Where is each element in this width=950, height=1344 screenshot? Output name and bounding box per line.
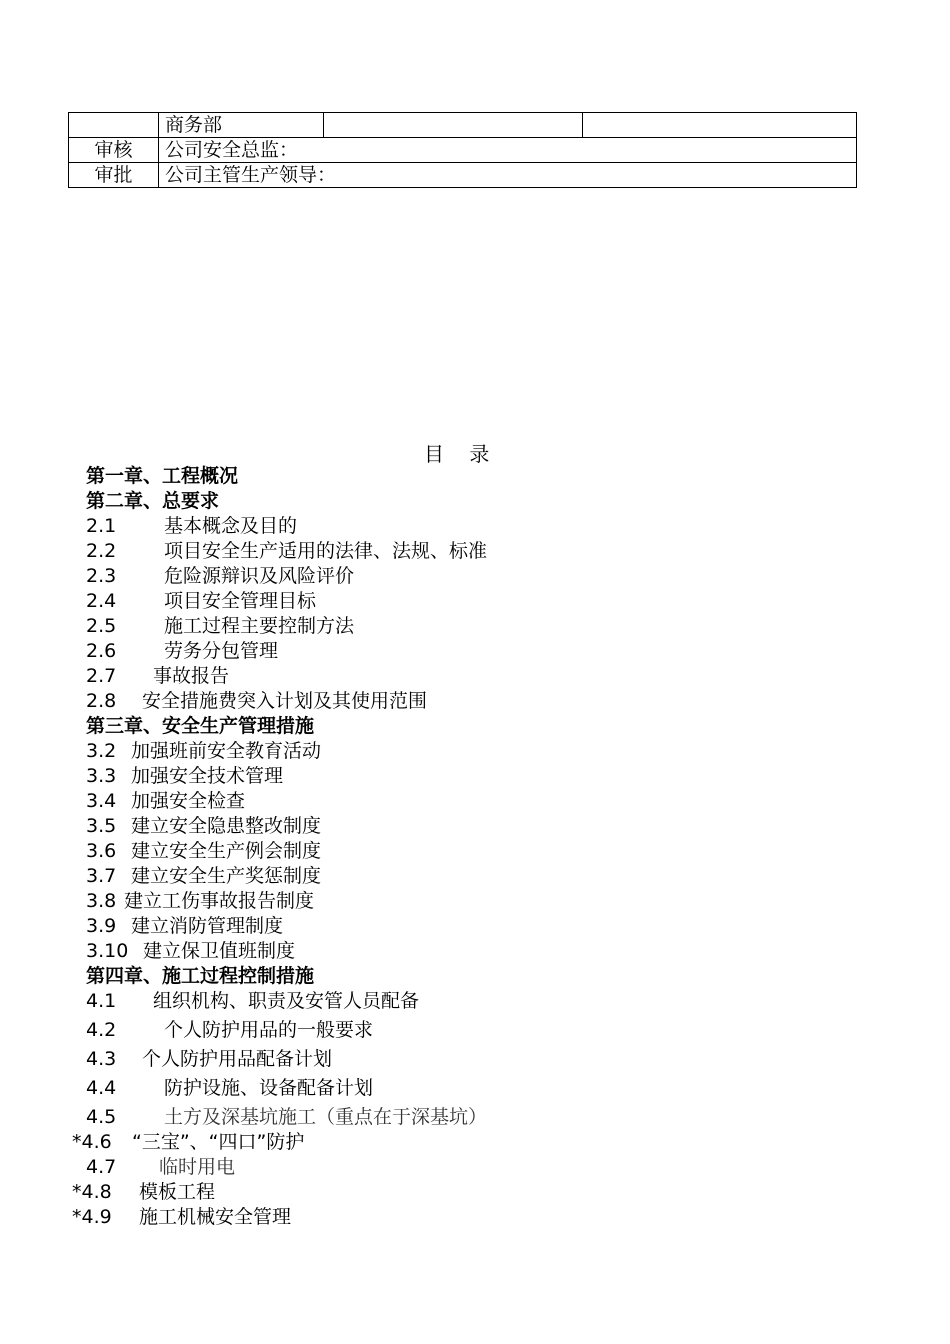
toc-entry-text: 加强班前安全教育活动 [131, 740, 322, 762]
toc-entry-num: 2.8 [86, 690, 117, 712]
toc-entry [86, 789, 246, 813]
toc-entry-num: 4.4 [86, 1077, 117, 1099]
toc-entry-num: 4.1 [86, 990, 117, 1012]
toc-entry-num: 3.4 [86, 790, 117, 812]
review-cell: 公司安全总监： [159, 138, 857, 163]
toc-entry-text: 劳务分包管理 [164, 640, 279, 662]
toc-entry [86, 564, 355, 588]
toc-entry-num: 2.2 [86, 540, 117, 562]
toc-title: 目 录 [424, 442, 490, 466]
toc-entry-text: 建立安全生产例会制度 [131, 840, 322, 862]
row-label [69, 113, 159, 138]
toc-entry-num: 3.6 [86, 840, 117, 862]
toc-entry-num: 3.9 [86, 915, 117, 937]
toc-entry [86, 1076, 374, 1100]
table-row [69, 138, 857, 163]
toc-entry [86, 764, 284, 788]
toc-entry-text: 个人防护用品配备计划 [142, 1048, 333, 1070]
toc-entry-text: 临时用电 [159, 1156, 236, 1178]
approval-table [68, 112, 857, 188]
toc-entry-label: 第四章、施工过程控制措施 [86, 965, 315, 987]
toc-entry-num: *4.8 [72, 1181, 112, 1203]
toc-entry-text: 施工过程主要控制方法 [164, 615, 355, 637]
toc-entry-num: 3.8 [86, 890, 117, 912]
toc-entry-text: 建立安全隐患整改制度 [131, 815, 322, 837]
toc-entry-text: 建立工伤事故报告制度 [124, 890, 315, 912]
toc-entry [86, 739, 322, 763]
toc-chapter [86, 714, 314, 738]
toc-entry [86, 1155, 236, 1179]
toc-entry-text: 建立安全生产奖惩制度 [131, 865, 322, 887]
toc-entry [86, 989, 420, 1013]
toc-entry-num: 2.6 [86, 640, 117, 662]
toc-entry-num: *4.9 [72, 1206, 112, 1228]
toc-entry [72, 1130, 305, 1154]
toc-entry-text: 组织机构、职责及安管人员配备 [153, 990, 420, 1012]
toc-entry-text: 基本概念及目的 [164, 515, 298, 537]
toc-entry-num: 4.3 [86, 1048, 117, 1070]
toc-entry [72, 1205, 292, 1229]
toc-entry-label: 第三章、安全生产管理措施 [86, 715, 315, 737]
toc-entry-text: 个人防护用品的一般要求 [164, 1019, 374, 1041]
toc-entry-text: 项目安全生产适用的法律、法规、标准 [164, 540, 488, 562]
toc-entry-num: 2.7 [86, 665, 117, 687]
toc-entry-num: 3.5 [86, 815, 117, 837]
toc-entry [86, 914, 284, 938]
toc-entry-text: 事故报告 [153, 665, 230, 687]
toc-entry-num: 2.3 [86, 565, 117, 587]
toc-entry-text: 防护设施、设备配备计划 [164, 1077, 374, 1099]
toc-entry [86, 539, 488, 563]
toc-entry-text: 建立消防管理制度 [131, 915, 284, 937]
toc-entry-text: “三宝”、“四口”防护 [132, 1131, 305, 1153]
toc-entry-text: 危险源辩识及风险评价 [164, 565, 355, 587]
toc-entry-label: 第一章、工程概况 [86, 465, 239, 487]
approve-cell: 公司主管生产领导： [159, 163, 857, 188]
toc-entry [86, 689, 428, 713]
toc-entry [86, 1105, 488, 1129]
toc-entry [86, 1047, 333, 1071]
toc-entry-num: *4.6 [72, 1131, 112, 1153]
toc-chapter [86, 489, 219, 513]
toc-entry [86, 939, 296, 963]
toc-entry-num: 3.3 [86, 765, 117, 787]
toc-entry [86, 589, 317, 613]
empty-cell [324, 113, 583, 138]
row-label-review: 审核 [69, 138, 159, 163]
toc-entry [86, 839, 322, 863]
toc-entry [72, 1180, 216, 1204]
toc-entry-text: 施工机械安全管理 [139, 1206, 292, 1228]
table-row [69, 113, 857, 138]
toc-entry-num: 3.10 [86, 940, 129, 962]
toc-entry-num: 4.5 [86, 1106, 117, 1128]
toc-entry-text: 安全措施费突入计划及其使用范围 [142, 690, 428, 712]
toc-entry [86, 664, 230, 688]
toc-entry [86, 864, 322, 888]
toc-entry-num: 3.7 [86, 865, 117, 887]
toc-entry [86, 514, 298, 538]
toc-entry-text: 模板工程 [139, 1181, 216, 1203]
toc-chapter [86, 464, 238, 488]
toc-chapter [86, 964, 314, 988]
toc-entry [86, 614, 355, 638]
toc-entry-num: 2.1 [86, 515, 117, 537]
toc-entry [86, 639, 279, 663]
row-label-approve: 审批 [69, 163, 159, 188]
department-cell: 商务部 [159, 113, 324, 138]
toc-entry-text: 加强安全检查 [131, 790, 246, 812]
toc-entry [86, 1018, 374, 1042]
toc-entry-num: 2.4 [86, 590, 117, 612]
toc-entry-text: 项目安全管理目标 [164, 590, 317, 612]
toc-entry-text: 加强安全技术管理 [131, 765, 284, 787]
table-row [69, 163, 857, 188]
toc-entry [86, 889, 315, 913]
empty-cell [583, 113, 857, 138]
toc-entry-num: 2.5 [86, 615, 117, 637]
toc-entry-text: 土方及深基坑施工（重点在于深基坑） [164, 1106, 488, 1128]
toc-entry-text: 建立保卫值班制度 [143, 940, 296, 962]
toc-entry-label: 第二章、总要求 [86, 490, 220, 512]
toc-entry-num: 4.7 [86, 1156, 117, 1178]
toc-entry-num: 4.2 [86, 1019, 117, 1041]
toc-entry-num: 3.2 [86, 740, 117, 762]
toc-entry [86, 814, 322, 838]
